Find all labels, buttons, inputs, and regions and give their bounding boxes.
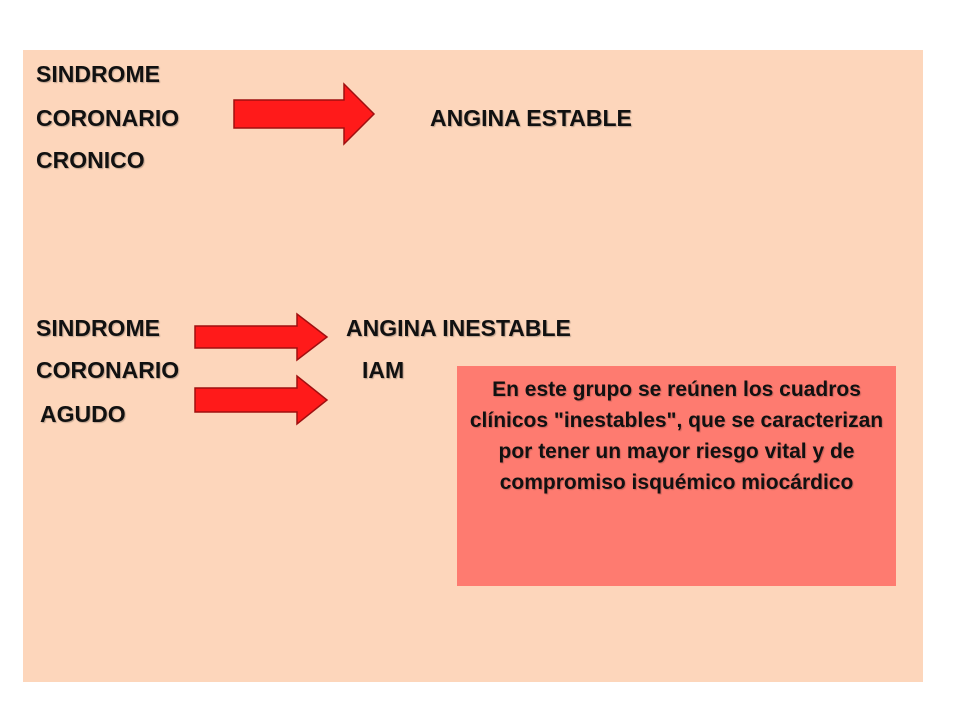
- right-arrow-icon: [193, 374, 329, 426]
- acute-result-label-1: ANGINA INESTABLE: [346, 315, 571, 341]
- right-arrow-icon: [193, 312, 329, 362]
- right-arrow-icon: [232, 82, 376, 146]
- chronic-label-line1: SINDROME: [36, 61, 160, 87]
- chronic-label-line3: CRONICO: [36, 147, 145, 173]
- info-note-text: En este grupo se reúnen los cuadros clínicos "inestables", que se caracterizan por tener un mayor riesgo vital y de compromiso isquémico miocárdico: [469, 378, 884, 494]
- acute-label-line3: AGUDO: [40, 401, 126, 427]
- acute-result-label-2: IAM: [362, 357, 405, 383]
- acute-label-line2: CORONARIO: [36, 357, 180, 383]
- info-note-box: [457, 366, 896, 586]
- chronic-result-label: ANGINA ESTABLE: [430, 105, 632, 131]
- acute-label-line1: SINDROME: [36, 315, 160, 341]
- chronic-label-line2: CORONARIO: [36, 105, 180, 131]
